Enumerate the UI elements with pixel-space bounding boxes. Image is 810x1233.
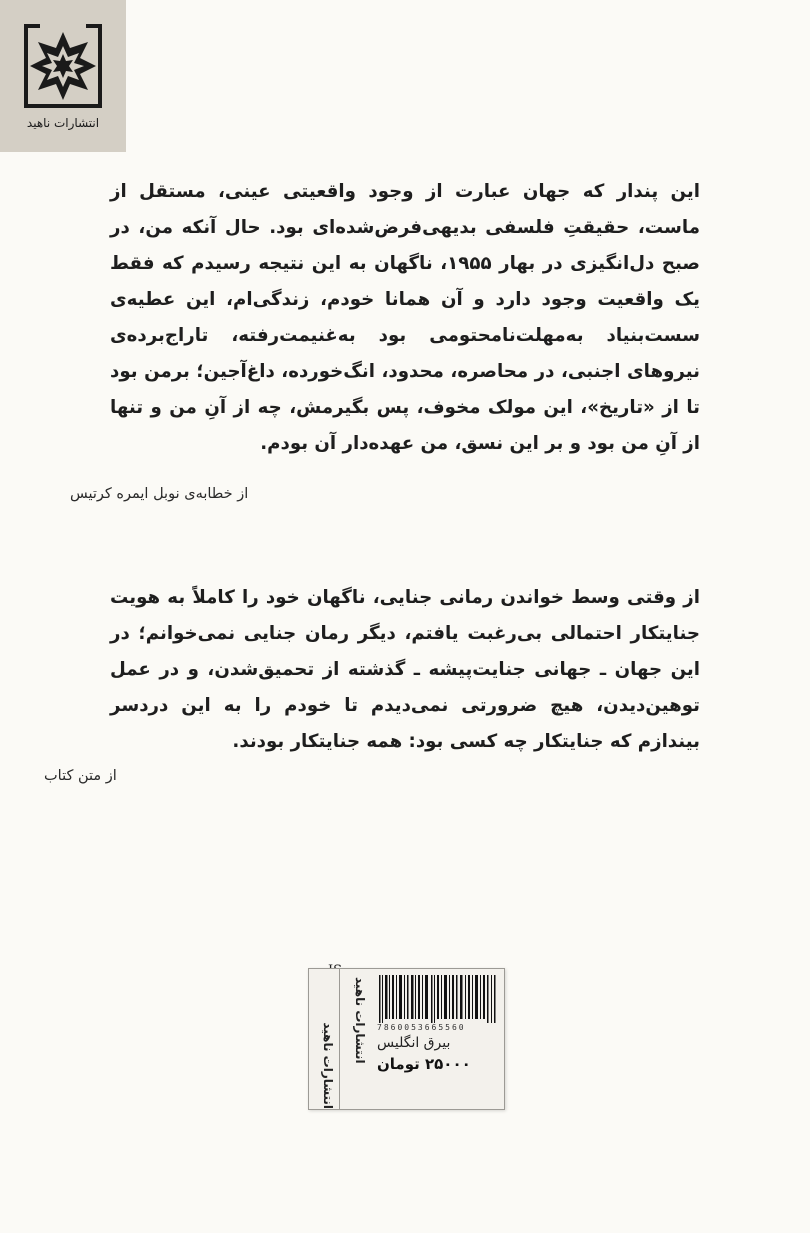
quote-paragraph-1: این پندار که جهان عبارت از وجود واقعیتی عینی، مستقل از ماست، حقیقتِ فلسفی بدیهی‌فرض‌شده‌ای بود. حال آنکه من، در صبح دل‌انگیزی در بهار ۱۹۵۵، ناگهان به این نتیجه رسیدم که فقط یک واقعیت وجود دارد و آن همانا خودم، زندگی‌ام، این عطیه‌ی سست‌بنیاد به‌مهلت‌نامحتومی بود به‌غنیمت‌رفته، تاراج‌برده‌ی نیروهای اجنبی، در محاصره، محدود، انگ‌خورده، داغ‌آجین؛ برمن بود تا از «تاریخ»، این مولک مخوف، پس بگیرمش، چه از آنِ من و تنها از آنِ من بود و بر این نسق، من عهده‌دار آن بودم.	[110, 181, 700, 454]
quote-paragraph-2: از وقتی وسط خواندن رمانی جنایی، ناگهان خود را کاملاً به هویت جنایتکار احتمالی بی‌رغبت یافتم، دیگر رمان جنایی نمی‌خوانم؛ در این جهان ـ جهانی جنایت‌پیشه ـ گذشته از تحمیق‌شدن، و در عمل توهین‌دیدن، هیچ ضرورتی نمی‌دیدم تا خودم را به این دردسر بیندازم که جنایتکار چه کسی بود: همه جنایتکار بودند.	[110, 587, 700, 752]
sticker-inner-strip	[347, 977, 369, 1097]
barcode-icon	[377, 975, 497, 1023]
sticker-label	[347, 975, 499, 1103]
sticker-book-title: بیرق انگلیس	[377, 1035, 451, 1051]
star-logo-icon	[18, 20, 108, 112]
publisher-logo-block	[0, 0, 126, 152]
sticker-publisher-label: انتشارات ناهید	[321, 1022, 335, 1109]
sticker-price: ۲۵۰۰۰ تومان	[377, 1055, 471, 1073]
publisher-name: انتشارات ناهید	[26, 116, 100, 130]
price-sticker	[308, 968, 505, 1110]
sticker-inner-publisher-label: انتشارات ناهید	[353, 977, 367, 1064]
quote-source-1: از خطابه‌ی نوبل ایمره کرتیس	[70, 486, 249, 502]
quote-source-2: از متن کتاب	[44, 768, 117, 784]
barcode-number: 7860053665560	[377, 1023, 466, 1032]
sticker-side-strip	[309, 969, 340, 1109]
